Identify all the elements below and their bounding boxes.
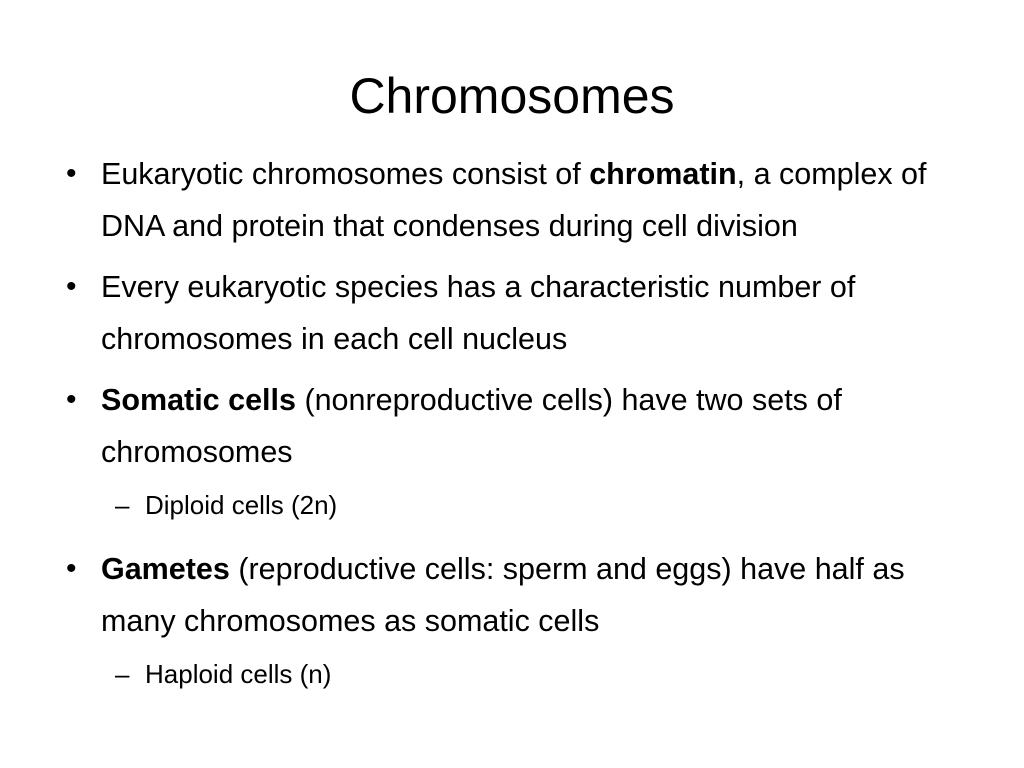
bullet-marker: • — [66, 552, 77, 585]
sub-bullet-marker: – — [115, 490, 130, 520]
sub-bullet-marker: – — [115, 659, 130, 689]
bullet-bold-term: Gametes — [101, 552, 230, 586]
bullet-text: (reproductive cells: sperm and eggs) have half as many chromosomes as somatic cells — [101, 552, 905, 638]
bullet-marker: • — [66, 157, 77, 190]
bullet-text: (nonreproductive cells) have two sets of chromosomes — [101, 383, 842, 469]
sub-bullet-haploid — [60, 652, 960, 696]
bullet-bold-term: Somatic cells — [101, 383, 296, 417]
bullet-species — [60, 261, 960, 365]
bullet-marker: • — [66, 270, 77, 303]
bullet-marker: • — [66, 383, 77, 416]
sub-bullet-diploid — [60, 483, 960, 527]
sub-bullet-text: Diploid cells (2n) — [145, 490, 338, 520]
sub-bullet-text: Haploid cells (n) — [145, 659, 332, 689]
bullet-text: Every eukaryotic species has a characteristic number of chromosomes in each cell nucleus — [101, 270, 856, 356]
bullet-text: , a complex of DNA and protein that condenses during cell division — [101, 157, 927, 243]
bullet-bold-term: chromatin — [589, 157, 737, 191]
bullet-chromatin — [60, 148, 960, 252]
bullet-list — [60, 148, 960, 712]
bullet-somatic — [60, 374, 960, 478]
bullet-text: Eukaryotic chromosomes consist of — [101, 157, 590, 191]
slide-title: Chromosomes — [349, 68, 675, 124]
bullet-gametes — [60, 543, 960, 647]
